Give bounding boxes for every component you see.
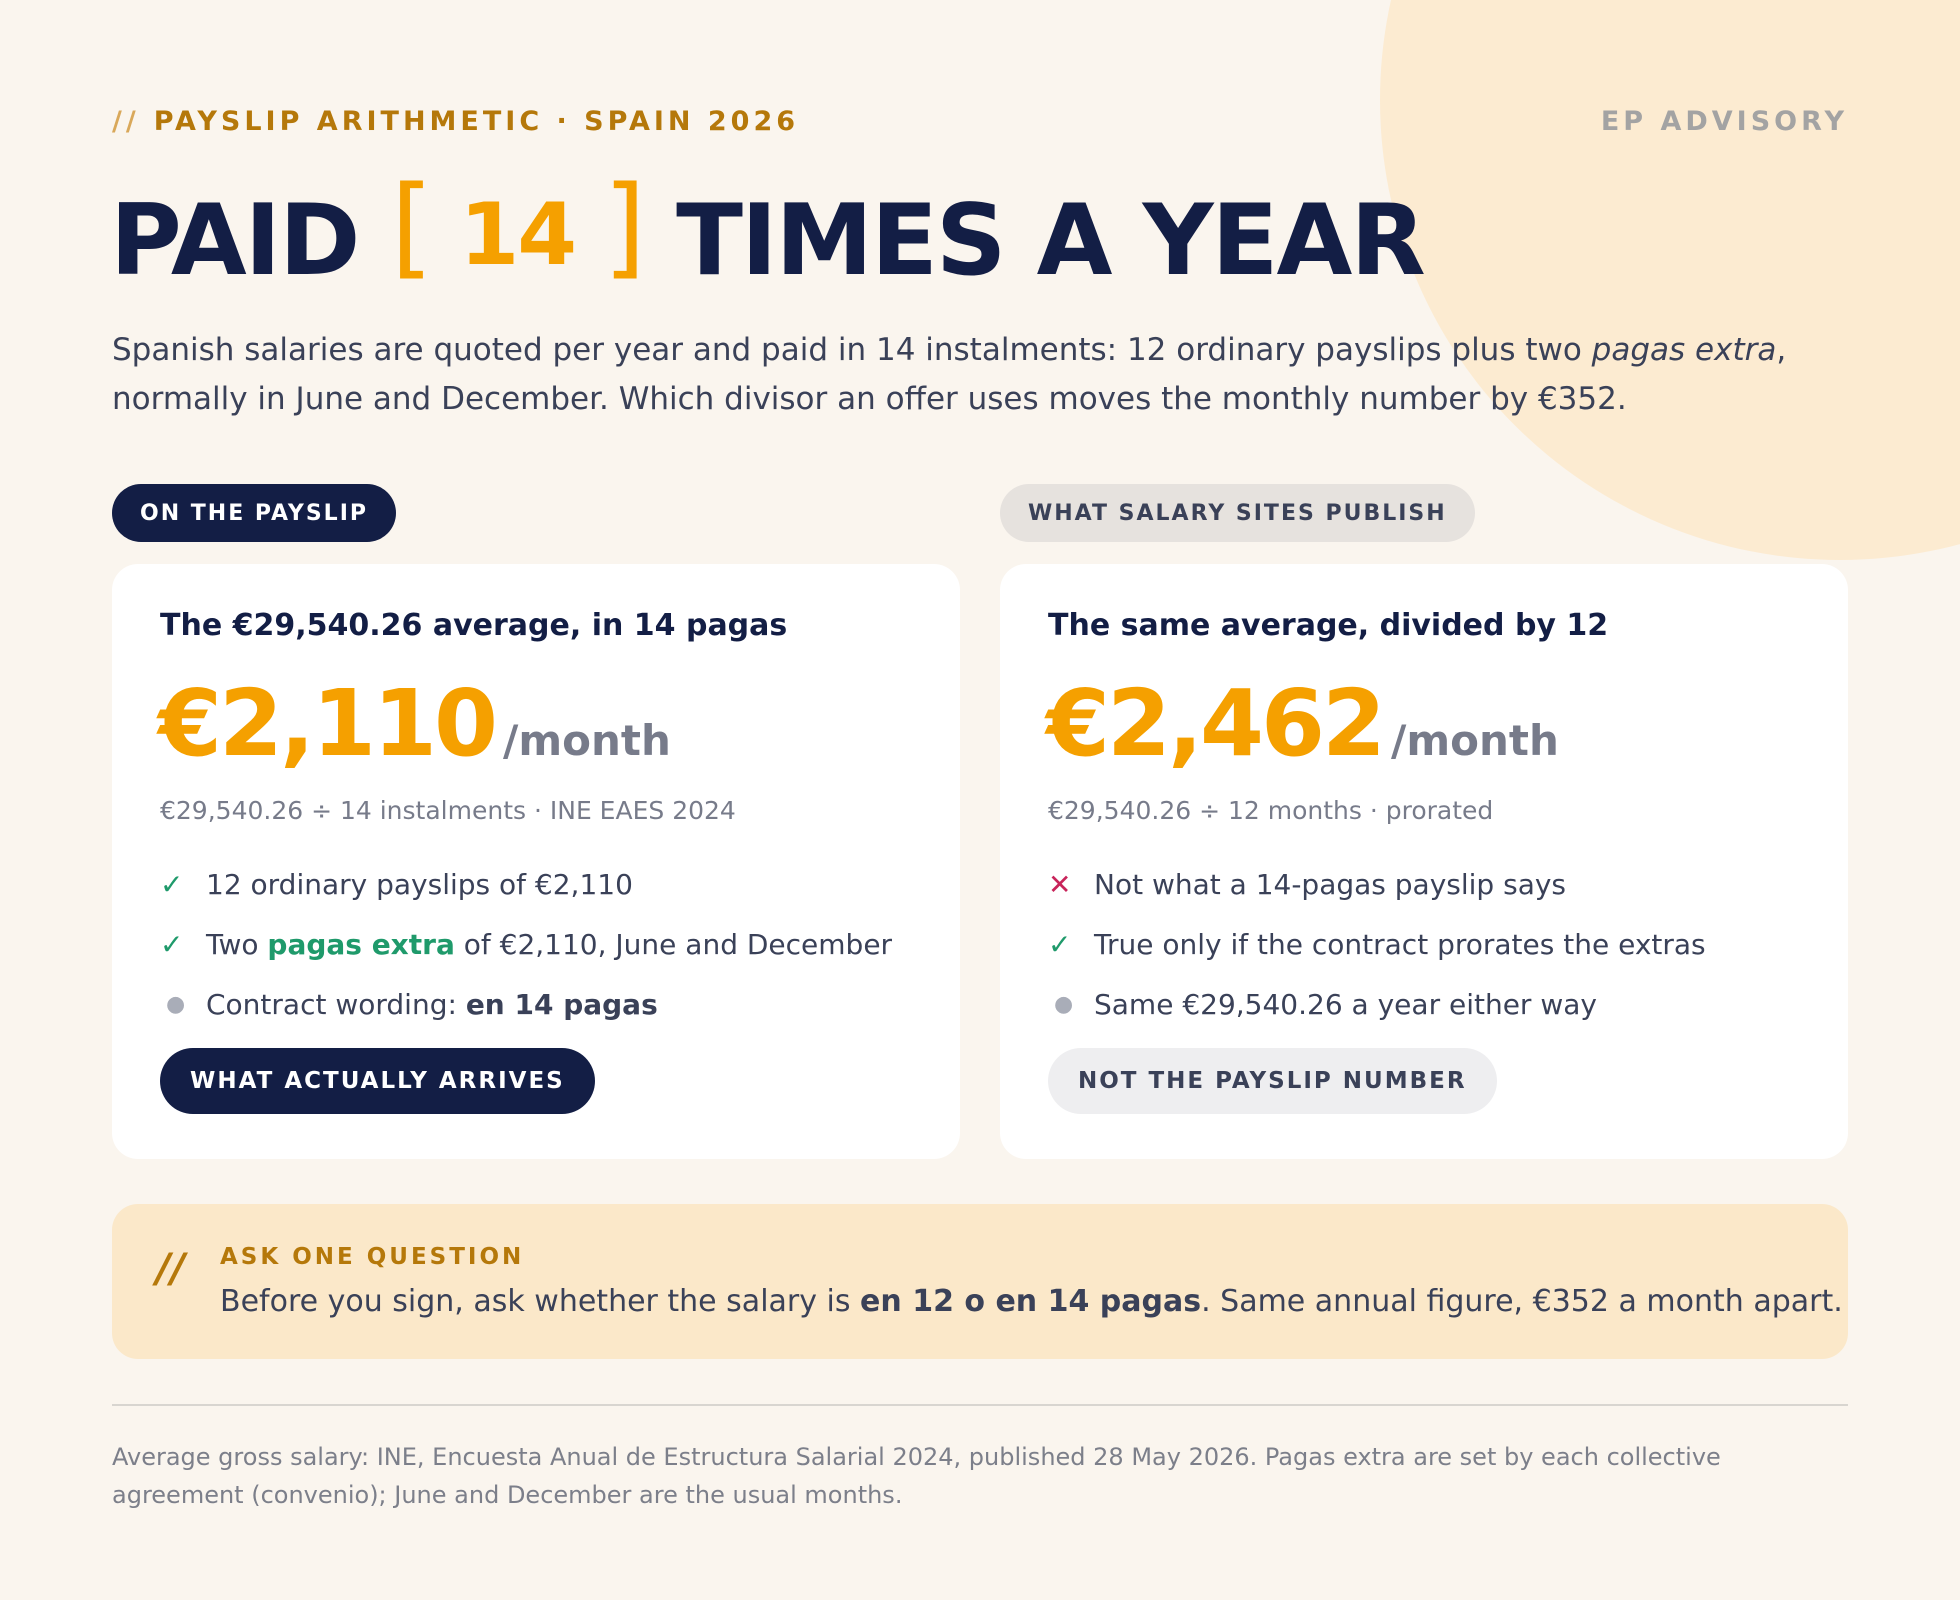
text-part: Two [206,927,268,961]
bracket-close: ] [603,162,645,290]
lede-text-2: , normally in June and December. Which divisor an offer uses moves the monthly number by €352. [112,332,1787,417]
lede-em: pagas extra [1591,332,1777,368]
per-month-label: /month [503,716,671,765]
divider [112,1404,1848,1406]
monthly-amount: €2,110 [158,670,496,777]
list-item-text: True only if the contract prorates the extras [1094,927,1706,961]
text-part: Before you sign, ask whether the salary is [220,1284,861,1319]
title-part-1: PAID [110,184,391,298]
card-title: The €29,540.26 average, in 14 pagas [160,608,788,643]
list-item [1048,914,1706,974]
text-part: . Same annual figure, €352 a month apart. [1201,1284,1843,1319]
check-icon: ✓ [1048,927,1072,961]
calculation-note: €29,540.26 ÷ 14 instalments · INE EAES 2024 [160,796,736,825]
text-bold: en 14 pagas [465,987,658,1021]
kicker-text: PAYSLIP ARITHMETIC · SPAIN 2026 [153,106,800,137]
card-payslip [112,564,960,1159]
callout-text [220,1284,1843,1319]
per-month-label: /month [1391,716,1559,765]
list-item-text: Not what a 14-pagas payslip says [1094,867,1567,901]
title-part-2: TIMES A YEAR [644,184,1424,298]
pill-on-the-payslip: ON THE PAYSLIP [112,484,396,542]
check-icon: ✓ [160,927,184,961]
what-actually-arrives-button[interactable]: WHAT ACTUALLY ARRIVES [160,1048,595,1114]
list-item [160,854,892,914]
list-item [1048,974,1706,1034]
list-item [1048,854,1706,914]
text-part: Contract wording: [206,987,466,1021]
card-title: The same average, divided by 12 [1048,608,1609,643]
amount-row [1046,670,1559,777]
kicker [112,106,799,137]
check-icon: ✓ [160,867,184,901]
footnote: Average gross salary: INE, Encuesta Anual de Estructura Salarial 2024, published 28 May 2026. Pagas extra are set by each collective agreement (convenio); June and December are the usual months. [112,1443,1721,1509]
slashes-icon: // [156,1246,186,1292]
text-highlight: pagas extra [267,927,455,961]
brand-label: EP ADVISORY [1600,106,1848,137]
not-the-payslip-number-button[interactable]: NOT THE PAYSLIP NUMBER [1048,1048,1497,1114]
list-item-text: 12 ordinary payslips of €2,110 [206,867,633,901]
list-item [160,914,892,974]
bracket-open: [ [390,162,432,290]
calculation-note: €29,540.26 ÷ 12 months · prorated [1048,796,1494,825]
pill-salary-sites: WHAT SALARY SITES PUBLISH [1000,484,1475,542]
list-item-text: Same €29,540.26 a year either way [1094,987,1597,1021]
ask-question-callout [112,1204,1848,1359]
list-item-text [206,928,892,961]
feature-list [1048,854,1706,1034]
amount-row [158,670,671,777]
title-highlight [390,162,645,290]
feature-list [160,854,892,1034]
bullet-dot-icon: ● [1054,991,1074,1017]
callout-label: ASK ONE QUESTION [220,1244,525,1270]
card-salary-sites [1000,564,1848,1159]
lede-paragraph [112,326,1852,424]
page-title [110,162,1424,298]
monthly-amount: €2,462 [1046,670,1384,777]
list-item-text [206,988,658,1021]
lede-text-1: Spanish salaries are quoted per year and paid in 14 instalments: 12 ordinary payslips plus two [112,332,1592,368]
cross-icon: ✕ [1048,867,1072,901]
title-number: 14 [431,185,604,285]
text-bold: en 12 o en 14 pagas [860,1284,1202,1319]
text-part: of €2,110, June and December [454,927,893,961]
bullet-dot-icon: ● [166,991,186,1017]
list-item [160,974,892,1034]
kicker-slashes: // [112,106,140,137]
